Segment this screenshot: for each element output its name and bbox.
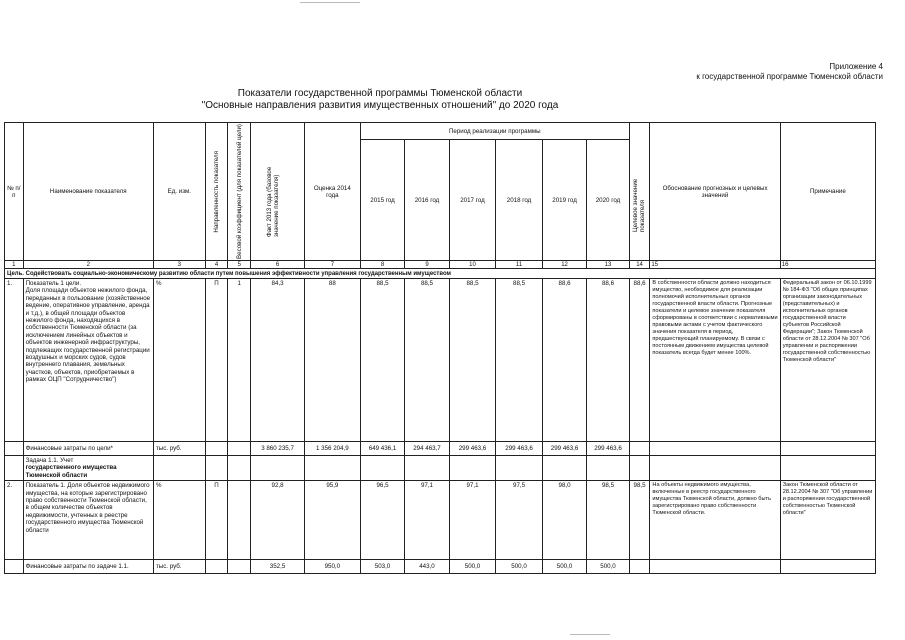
task-line2: государственного имущества Тюменской области <box>25 464 117 479</box>
row1-2017: 88,5 <box>449 279 496 442</box>
row1-direction: П <box>205 279 228 442</box>
header-year-2015: 2015 год <box>360 140 404 261</box>
header-num: № п/п <box>5 123 24 261</box>
fin1-fact2013: 3 860 235,7 <box>251 442 305 456</box>
fin2-2016: 443,0 <box>405 560 449 574</box>
header-year-2020: 2020 год <box>587 140 629 261</box>
scan-artifact-bottom <box>570 634 610 635</box>
row2-2018: 97,5 <box>496 481 543 560</box>
indicators-table <box>4 122 876 574</box>
header-justification: Обоснование прогнозных и целевых значений <box>650 123 780 261</box>
row1-2016: 88,5 <box>405 279 449 442</box>
fin2-2020: 500,0 <box>587 560 629 574</box>
row1-2015: 88,5 <box>360 279 404 442</box>
fin2-2017: 500,0 <box>449 560 496 574</box>
appendix-line2: к государственной программе Тюменской области <box>696 72 883 81</box>
row2-2020: 98,5 <box>587 481 629 560</box>
fin2-label: Финансовые затраты по задаче 1.1. <box>23 560 153 574</box>
col-num-16: 16 <box>780 261 875 269</box>
row1-num: 1. <box>5 279 24 442</box>
row2-2017: 97,1 <box>449 481 496 560</box>
header-year-2017: 2017 год <box>449 140 496 261</box>
fin2-unit: тыс. руб. <box>153 560 205 574</box>
row1-name <box>23 279 153 442</box>
col-num-1: 1 <box>5 261 24 269</box>
fin1-2015: 649 436,1 <box>360 442 404 456</box>
col-num-15: 15 <box>650 261 780 269</box>
col-num-5: 5 <box>228 261 251 269</box>
col-num-8: 8 <box>360 261 404 269</box>
row1-name-body: Доля площади объектов нежилого фонда, переданных в пользование (хозяйственное ведение, оперативное управление, аренда и т.д.), в общей площади объектов нежилого фонда, находящихся в собственности Тюменской области (за исключением линейных объектов и объектов инженерной инфраструктуры, подлежащих государственной регистрации воздушных и морских судов, судов внутреннего плавания, земельных участков, объектов, приобретаемых в рамках ОЦП "Сотрудничество") <box>25 287 151 384</box>
row2-justification: На объекты недвижимого имущества, включенные в реестр государственного имущества Тюменской области, должно быть зарегистрировано право собственности Тюменской области. <box>650 481 780 560</box>
fin1-est2014: 1 356 204,9 <box>304 442 360 456</box>
goal-text: Цель. Содействовать социально-экономическому развитию области путем повышения эффективности управления государственным имуществом <box>5 269 876 279</box>
title-line1: Показатели государственной программы Тюменской области <box>237 88 523 99</box>
col-num-13: 13 <box>587 261 629 269</box>
row2-name: Показатель 1. Доля объектов недвижимого имущества, на которые зарегистрировано право собственности Тюменской области, в общем количестве объектов недвижимости, учтенных в реестре государственного имущества Тюменской области <box>23 481 153 560</box>
row2-direction: П <box>205 481 228 560</box>
header-year-2019: 2019 год <box>542 140 586 261</box>
finance-row-task <box>5 560 876 574</box>
fin2-fact2013: 352,5 <box>251 560 305 574</box>
header-name: Наименование показателя <box>23 123 153 261</box>
row1-weight: 1 <box>228 279 251 442</box>
fin1-2016: 294 463,7 <box>405 442 449 456</box>
task-row <box>5 456 876 481</box>
col-num-10: 10 <box>449 261 496 269</box>
header-row-1 <box>5 123 876 140</box>
row2-unit: % <box>153 481 205 560</box>
scan-artifact-top <box>300 2 360 3</box>
fin2-est2014: 950,0 <box>304 560 360 574</box>
fin2-2019: 500,0 <box>542 560 586 574</box>
row1-est2014: 88 <box>304 279 360 442</box>
document-title <box>0 88 760 112</box>
row1-2019: 88,6 <box>542 279 586 442</box>
row1-target: 88,6 <box>629 279 650 442</box>
appendix-header <box>696 62 883 82</box>
row1-2018: 88,5 <box>496 279 543 442</box>
row2-2016: 97,1 <box>405 481 449 560</box>
col-num-3: 3 <box>153 261 205 269</box>
title-line2: "Основные направления развития имущественных отношений" до 2020 года <box>201 100 559 111</box>
header-unit: Ед. изм. <box>153 123 205 261</box>
fin1-label: Финансовые затраты по цели* <box>23 442 153 456</box>
row2-num: 2. <box>5 481 24 560</box>
col-num-4: 4 <box>205 261 228 269</box>
col-num-7: 7 <box>304 261 360 269</box>
fin1-unit: тыс. руб. <box>153 442 205 456</box>
header-fact2013: Факт 2013 года (базовое значение показателя) <box>251 123 305 261</box>
header-period: Период реализации программы <box>360 123 629 140</box>
fin2-2015: 503,0 <box>360 560 404 574</box>
col-num-11: 11 <box>496 261 543 269</box>
row1-2020: 88,6 <box>587 279 629 442</box>
row2-note: Закон Тюменской области от 28.12.2004 № 307 "Об управлении и распоряжении государственной собственностью Тюменской области" <box>780 481 875 560</box>
column-number-row <box>5 261 876 269</box>
header-year-2018: 2018 год <box>496 140 543 261</box>
goal-row <box>5 269 876 279</box>
fin1-2018: 299 463,6 <box>496 442 543 456</box>
header-note: Примечание <box>780 123 875 261</box>
fin1-2020: 299 463,6 <box>587 442 629 456</box>
row1-name-title: Показатель 1 цели. <box>25 280 82 287</box>
fin2-2018: 500,0 <box>496 560 543 574</box>
row2-2015: 96,5 <box>360 481 404 560</box>
row1-justification: В собственности области должно находиться имущество, необходимое для реализации полномочий исполнительных органов государственной власти области. Прогнозные показатели и целевое значение показателя сформированы в соответствии с нормативными правовыми актами с учетом фактического значения показателя в период, предшествующий планируемому. В связи с постоянным движением имущества целевой показатель всегда будет менее 100%. <box>650 279 780 442</box>
col-num-2: 2 <box>23 261 153 269</box>
finance-row-goal <box>5 442 876 456</box>
header-target: Целевое значение показателя <box>629 123 650 261</box>
col-num-12: 12 <box>542 261 586 269</box>
fin1-2019: 299 463,6 <box>542 442 586 456</box>
col-num-14: 14 <box>629 261 650 269</box>
row1-note: Федеральный закон от 06.10.1999 № 184-ФЗ "Об общих принципах организации законодательных (представительных) и исполнительных органов государственной власти субъектов Российской Федерации"; Закон Тюменской области от 28.12.2004 № 307 "Об управлении и распоряжении государственной собственностью Тюменской области" <box>780 279 875 442</box>
task-label <box>23 456 153 481</box>
task-line1: Задача 1.1. Учет <box>25 457 74 464</box>
row2-est2014: 95,9 <box>304 481 360 560</box>
col-num-9: 9 <box>405 261 449 269</box>
header-est2014: Оценка 2014 года <box>304 123 360 261</box>
header-weight: Весовой коэффициент (для показателей цели) <box>228 123 251 261</box>
header-direction: Направленность показателя <box>205 123 228 261</box>
row2-2019: 98,0 <box>542 481 586 560</box>
indicator-row-2 <box>5 481 876 560</box>
appendix-line1: Приложение 4 <box>829 62 883 71</box>
header-year-2016: 2016 год <box>405 140 449 261</box>
col-num-6: 6 <box>251 261 305 269</box>
row1-unit: % <box>153 279 205 442</box>
indicator-row-1 <box>5 279 876 442</box>
row2-fact2013: 92,8 <box>251 481 305 560</box>
fin1-2017: 299 463,6 <box>449 442 496 456</box>
row1-fact2013: 84,3 <box>251 279 305 442</box>
row2-target: 98,5 <box>629 481 650 560</box>
